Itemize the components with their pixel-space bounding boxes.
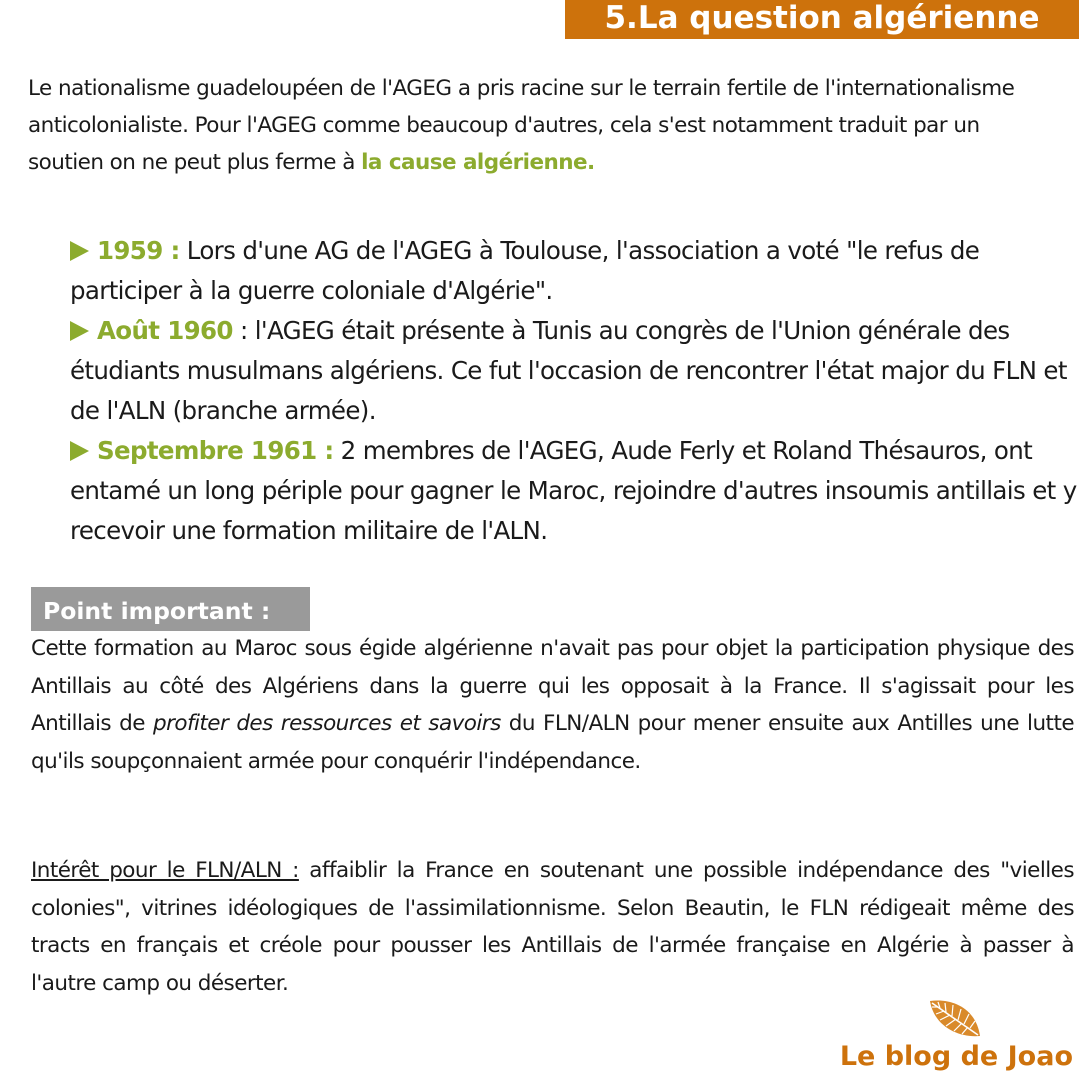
triangle-bullet-icon bbox=[70, 241, 89, 261]
interest-text: affaiblir la France en soutenant une possible indépendance des "vielles colonies", vitrines idéologiques de l'assimilationnisme. Selon Beautin, le FLN rédigeait même des tracts en français et créole pour pousser les Antillais de l'armée française en Algérie à passer à l'autre camp ou déserter. bbox=[31, 858, 1074, 996]
interest-label: Intérêt pour le FLN/ALN : bbox=[31, 858, 299, 883]
leaf-icon bbox=[924, 998, 984, 1040]
event-item bbox=[70, 431, 1078, 551]
important-text-before: Cette formation au Maroc sous égide algérienne n'avait pas pour objet la participation physique des Antillais au côté des Algériens dans la guerre qui les opposait à la France. Il s'agissait pour les Antillais de bbox=[31, 636, 1074, 736]
event-text: : l'AGEG était présente à Tunis au congrès de l'Union générale des étudiants musulmans algériens. Ce fut l'occasion de rencontrer l'état major du FLN et de l'ALN (branche armée). bbox=[70, 316, 1067, 425]
event-text: Lors d'une AG de l'AGEG à Toulouse, l'association a voté "le refus de participer à la guerre coloniale d'Algérie". bbox=[70, 236, 980, 305]
interest-paragraph bbox=[31, 852, 1074, 1002]
event-item bbox=[70, 231, 1078, 311]
event-date: Août 1960 bbox=[97, 316, 233, 345]
important-paragraph bbox=[31, 630, 1074, 780]
intro-highlight: la cause algérienne. bbox=[361, 150, 595, 175]
triangle-bullet-icon bbox=[70, 441, 89, 461]
intro-text: Le nationalisme guadeloupéen de l'AGEG a pris racine sur le terrain fertile de l'internationalisme anticolonialiste. Pour l'AGEG comme beaucoup d'autres, cela s'est notamment traduit par un soutien on ne peut plus ferme à bbox=[28, 76, 1015, 175]
brand-name: Le blog de Joao bbox=[839, 1041, 1073, 1072]
event-date: Septembre 1961 : bbox=[97, 436, 334, 465]
event-date: 1959 : bbox=[97, 236, 180, 265]
event-text: 2 membres de l'AGEG, Aude Ferly et Roland Thésauros, ont entamé un long périple pour gagner le Maroc, rejoindre d'autres insoumis antillais et y recevoir une formation militaire de l'ALN. bbox=[70, 436, 1077, 545]
event-item bbox=[70, 311, 1078, 431]
important-text-after: du FLN/ALN pour mener ensuite aux Antilles une lutte qu'ils soupçonnaient armée pour conquérir l'indépendance. bbox=[31, 711, 1074, 774]
event-list bbox=[70, 231, 1078, 551]
intro-paragraph bbox=[28, 70, 1038, 181]
triangle-bullet-icon bbox=[70, 321, 89, 341]
page-title: 5.La question algérienne bbox=[565, 0, 1079, 39]
important-label: Point important : bbox=[31, 587, 310, 631]
important-text-italic: profiter des ressources et savoirs bbox=[152, 711, 501, 736]
